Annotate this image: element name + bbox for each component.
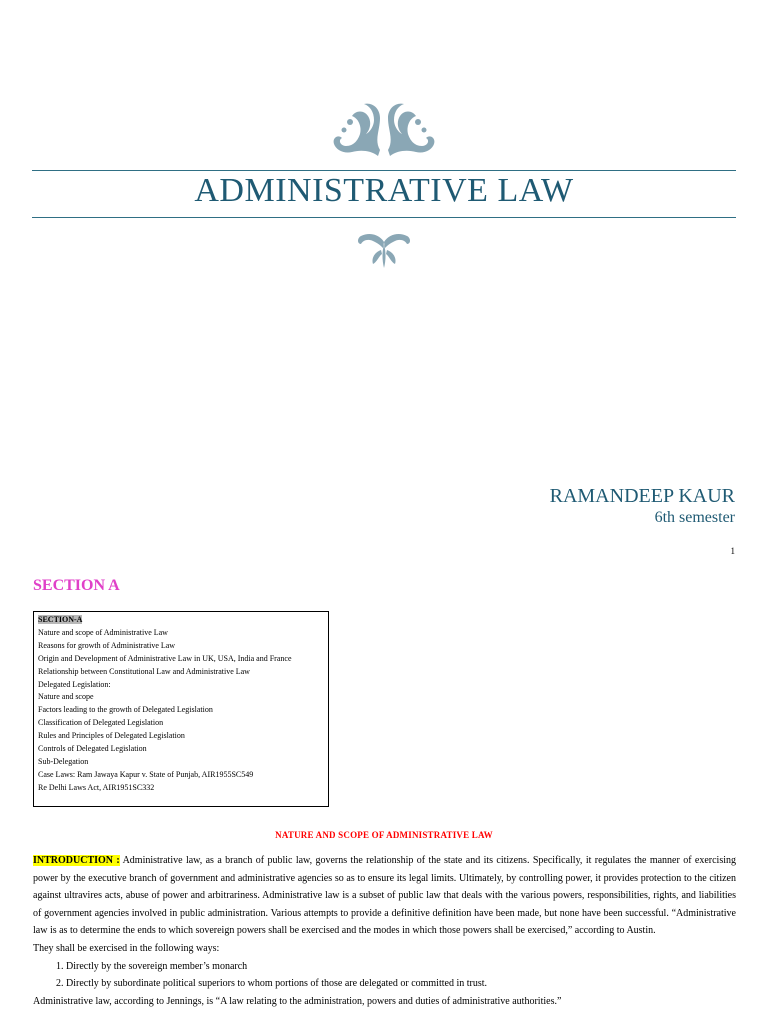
ways-lead: They shall be exercised in the following ways: bbox=[33, 942, 220, 954]
semester-label: 6th semester bbox=[654, 509, 735, 526]
intro-paragraph bbox=[33, 852, 736, 940]
section-heading: SECTION A bbox=[33, 577, 120, 594]
syllabus-item: Origin and Development of Administrative Law in UK, USA, India and France bbox=[38, 653, 292, 663]
syllabus-item: Controls of Delegated Legislation bbox=[38, 744, 147, 754]
syllabus-heading: SECTION-A bbox=[38, 615, 83, 624]
syllabus-item: Nature and scope of Administrative Law bbox=[38, 627, 168, 637]
syllabus-item: Reasons for growth of Administrative Law bbox=[38, 640, 176, 650]
top-ornament-icon bbox=[330, 100, 438, 160]
list-item: 2. Directly by subordinate political superiors to whom portions of those are delegated or committed in trust. bbox=[66, 975, 736, 993]
intro-label: INTRODUCTION : bbox=[33, 855, 120, 866]
author-name: RAMANDEEP KAUR bbox=[549, 485, 735, 507]
syllabus-item: Relationship between Constitutional Law and Administrative Law bbox=[38, 666, 250, 676]
list-item: 1. Directly by the sovereign member’s monarch bbox=[66, 958, 736, 976]
author-block bbox=[550, 484, 735, 528]
syllabus-item: Nature and scope bbox=[38, 692, 94, 702]
intro-text: Administrative law, as a branch of public law, governs the relationship of the state and its citizens. Specifically, it regulates the manner of exercising power by the executive branch of government and administrative agencies so as to ensure its legal limits. Ultimately, by controlling power, it provides protection to the citizen against ultravires acts, abuse of power and arbitrariness. Administrative law is a subset of public law that deals with the various powers, responsibilities, rights, and liabilities of government agencies involved in public administration. Various attempts to provide a definitive definition have been made, but none have been successful. “Administrative law is as to determine the ends to which sovereign powers shall be exercised and the modes in which those powers shall be exercised,” according to Austin. bbox=[33, 855, 737, 937]
syllabus-item: Delegated Legislation: bbox=[38, 679, 111, 689]
syllabus-box bbox=[33, 611, 329, 807]
bottom-ornament-icon bbox=[355, 228, 413, 270]
page-number: 1 bbox=[730, 546, 735, 556]
document-title: ADMINISTRATIVE LAW bbox=[194, 172, 574, 209]
syllabus-item: Sub-Delegation bbox=[38, 756, 89, 766]
syllabus-item: Re Delhi Laws Act, AIR1951SC332 bbox=[38, 782, 155, 792]
syllabus-item: Case Laws: Ram Jawaya Kapur v. State of Punjab, AIR1955SC549 bbox=[38, 769, 254, 779]
article-body bbox=[33, 852, 736, 1010]
jennings-paragraph: Administrative law, according to Jennings, is “A law relating to the administration, powers and duties of administrative authorities.” bbox=[33, 995, 562, 1007]
bottom-rule bbox=[32, 217, 736, 218]
syllabus-item: Classification of Delegated Legislation bbox=[38, 718, 164, 728]
ways-list bbox=[33, 958, 736, 993]
top-rule bbox=[32, 170, 736, 171]
syllabus-item: Rules and Principles of Delegated Legislation bbox=[38, 731, 185, 741]
syllabus-item: Factors leading to the growth of Delegated Legislation bbox=[38, 705, 213, 715]
article-heading: NATURE AND SCOPE OF ADMINISTRATIVE LAW bbox=[275, 830, 493, 840]
